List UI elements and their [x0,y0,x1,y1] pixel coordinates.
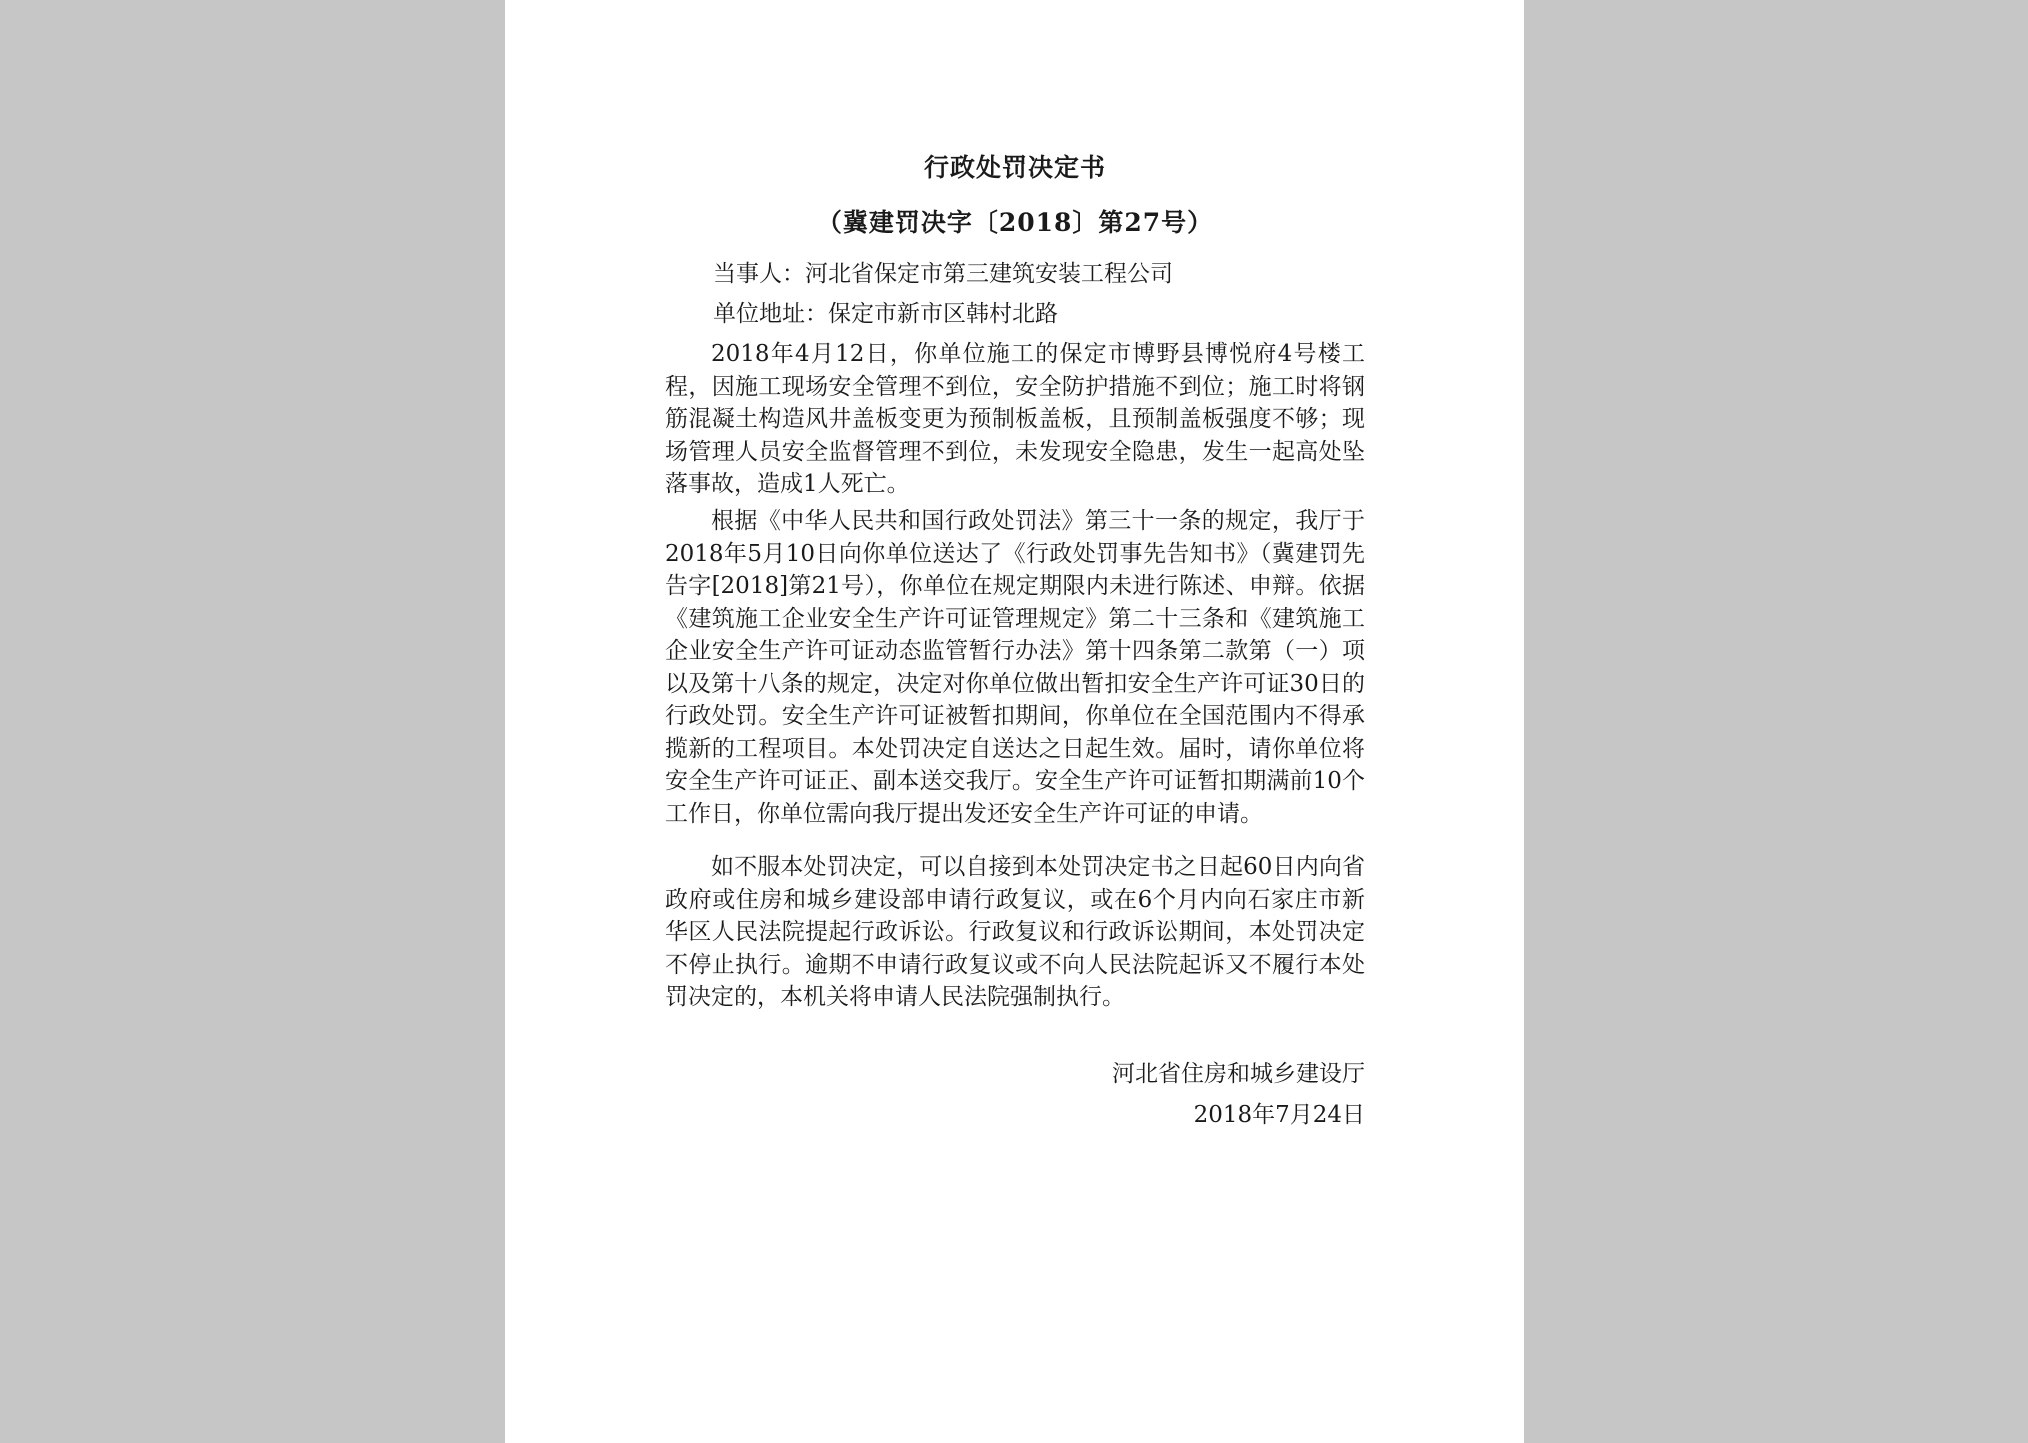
address-line: 单位地址：保定市新市区韩村北路 [713,301,1058,327]
document-page [505,0,1524,1443]
paragraph-incident: 2018年4月12日，你单位施工的保定市博野县博悦府4号楼工程，因施工现场安全管理不到位，安全防护措施不到位；施工时将钢筋混凝土构造风井盖板变更为预制板盖板，且预制盖板强度不够；现场管理人员安全监督管理不到位，未发现安全隐患，发生一起高处坠落事故，造成1人死亡。 [665,341,1365,497]
signature-organization: 河北省住房和城乡建设厅 [1112,1061,1365,1087]
paragraph-decision: 根据《中华人民共和国行政处罚法》第三十一条的规定，我厅于2018年5月10日向你单位送达了《行政处罚事先告知书》（冀建罚先告字[2018]第21号），你单位在规定期限内未进行陈述、申辩。依据《建筑施工企业安全生产许可证管理规定》第二十三条和《建筑施工企业安全生产许可证动态监管暂行办法》第十四条第二款第（一）项以及第十八条的规定，决定对你单位做出暂扣安全生产许可证30日的行政处罚。安全生产许可证被暂扣期间，你单位在全国范围内不得承揽新的工程项目。本处罚决定自送达之日起生效。届时，请你单位将安全生产许可证正、副本送交我厅。安全生产许可证暂扣期满前10个工作日，你单位需向我厅提出发还安全生产许可证的申请。 [665,508,1365,827]
party-line: 当事人：河北省保定市第三建筑安装工程公司 [713,261,1173,287]
paragraph-appeal: 如不服本处罚决定，可以自接到本处罚决定书之日起60日内向省政府或住房和城乡建设部申请行政复议，或在6个月内向石家庄市新华区人民法院提起行政诉讼。行政复议和行政诉讼期间，本处罚决定不停止执行。逾期不申请行政复议或不向人民法院起诉又不履行本处罚决定的，本机关将申请人民法院强制执行。 [665,854,1365,1010]
signature-date: 2018年7月24日 [1193,1102,1365,1128]
document-title: 行政处罚决定书 [923,153,1106,182]
document-number: （冀建罚决字〔2018〕第27号） [816,208,1214,237]
